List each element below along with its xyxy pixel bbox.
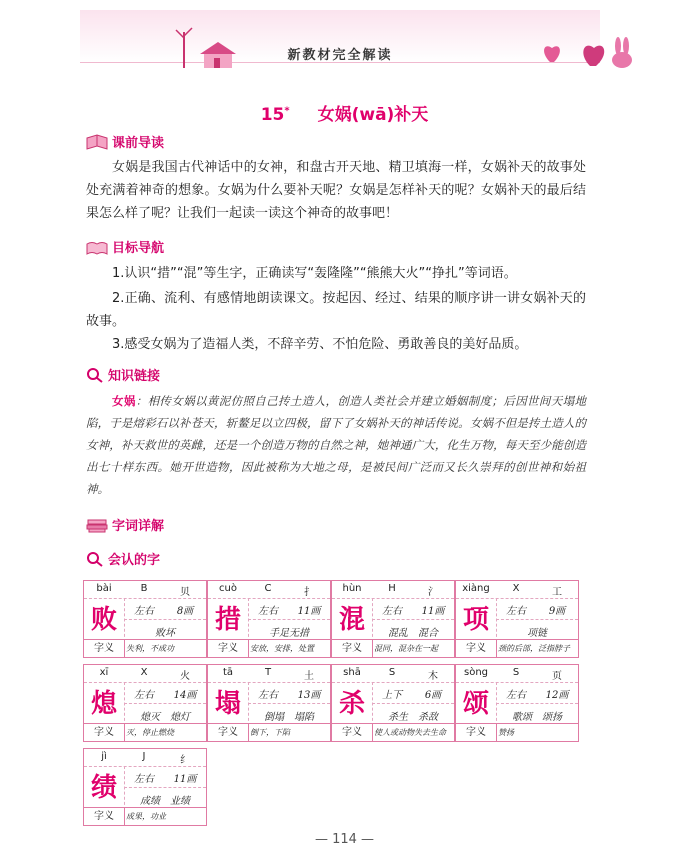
card-strokes: 9画 (548, 606, 566, 617)
card-strokes: 11画 (297, 606, 321, 617)
card-structure: 左右 (506, 690, 526, 701)
card-radical: 贝 (180, 587, 190, 598)
card-structure: 左右 (382, 606, 402, 617)
character-card (207, 580, 331, 658)
card-meaning-label: 字义 (84, 808, 125, 825)
card-radical: 纟 (180, 755, 190, 766)
card-meaning: 倒下，下陷 (250, 728, 290, 737)
book-icon (86, 134, 108, 150)
card-meaning: 失利，不成功 (126, 644, 174, 653)
knowledge-term: 女娲 (112, 394, 136, 408)
card-words: 倒塌 塌陷 (264, 712, 314, 723)
card-initial: S (388, 667, 396, 678)
card-initial: X (512, 583, 520, 594)
card-structure: 上下 (382, 690, 402, 701)
card-structure: 左右 (258, 606, 278, 617)
card-character: 塌 (208, 682, 249, 726)
card-character: 败 (84, 598, 125, 642)
card-initial: C (264, 583, 272, 594)
card-pinyin: hùn (342, 583, 362, 594)
character-card (455, 580, 579, 658)
header-banner (80, 10, 600, 63)
character-card (83, 748, 207, 826)
card-radical: 氵 (428, 587, 438, 598)
card-meaning: 赞扬 (498, 728, 514, 737)
card-strokes: 11画 (421, 606, 445, 617)
lesson-title (0, 100, 689, 125)
card-initial: S (512, 667, 520, 678)
card-initial: B (140, 583, 148, 594)
lesson-number: 15* (260, 105, 290, 125)
card-meaning: 成果，功业 (126, 812, 166, 821)
goal-item-2: 2.正确、流利、有感情地朗读课文。按起因、经过、结果的顺序讲一讲女娲补天的故事。 (86, 291, 586, 329)
book-title: 新教材完全解读 (287, 48, 393, 63)
card-character: 颂 (456, 682, 497, 726)
card-character: 熄 (84, 682, 125, 726)
card-pinyin: shā (343, 667, 361, 678)
card-structure: 左右 (258, 690, 278, 701)
character-card (331, 664, 455, 742)
card-strokes: 6画 (424, 690, 442, 701)
card-meaning: 安放，安排，处置 (250, 644, 314, 653)
character-card (83, 580, 207, 658)
character-card (83, 664, 207, 742)
card-character: 混 (332, 598, 373, 642)
preview-heading: 课前导读 (86, 132, 164, 152)
card-meaning-label: 字义 (332, 724, 373, 741)
card-initial: T (264, 667, 272, 678)
character-card (331, 580, 455, 658)
card-radical: 工 (552, 587, 562, 598)
vocab-heading: 字词详解 (86, 515, 164, 535)
card-pinyin: cuò (219, 583, 237, 594)
card-words: 败坏 (155, 628, 175, 639)
knowledge-heading: 知识链接 (86, 365, 160, 385)
card-strokes: 13画 (297, 690, 321, 701)
card-words: 成绩 业绩 (140, 796, 190, 807)
goal-item-1: 1.认识“措”“混”等生字，正确读写“轰隆隆”“熊熊大火”“挣扎”等词语。 (112, 266, 517, 281)
card-meaning-label: 字义 (84, 640, 125, 657)
card-strokes: 8画 (176, 606, 194, 617)
card-structure: 左右 (506, 606, 526, 617)
card-strokes: 11画 (173, 774, 197, 785)
card-character: 绩 (84, 766, 125, 810)
preview-text: 女娲是我国古代神话中的女神，和盘古开天地、精卫填海一样，女娲补天的故事处处充满着神奇的想象。女娲为什么要补天呢？女娲是怎样补天的呢？女娲补天的最后结果怎么样了呢？让我们一起读一读这个神奇的故事吧！ (86, 160, 586, 221)
card-meaning-label: 字义 (332, 640, 373, 657)
card-meaning-label: 字义 (84, 724, 125, 741)
card-structure: 左右 (134, 690, 154, 701)
vocab-subheading: 会认的字 (86, 549, 160, 569)
card-pinyin: bài (96, 583, 112, 594)
magnifier-icon (86, 367, 104, 383)
card-strokes: 12画 (545, 690, 569, 701)
card-radical: 扌 (304, 587, 314, 598)
card-words: 杀生 杀敌 (388, 712, 438, 723)
card-meaning-label: 字义 (456, 640, 497, 657)
card-meaning-label: 字义 (208, 724, 249, 741)
knowledge-text: 女娲：相传女娲以黄泥仿照自己抟土造人，创造人类社会并建立婚姻制度；后因世间天塌地陷，于是熔彩石以补苍天，斩鳌足以立四极，留下了女娲补天的神话传说。女娲不但是抟土造人的女神，补天救世的英雌，还是一个创造万物的自然之神，她神通广大，化生万物，每天至少能创造出七十样东西。她开世造物，因此被称为大地之母，是被民间广泛而又长久崇拜的创世神和始祖神。 (86, 394, 586, 496)
card-meaning-label: 字义 (208, 640, 249, 657)
card-meaning: 使人或动物失去生命 (374, 728, 446, 737)
card-initial: H (388, 583, 396, 594)
card-meaning: 灭，停止燃烧 (126, 728, 174, 737)
page-number: — 114 — (314, 832, 375, 847)
card-structure: 左右 (134, 774, 154, 785)
card-pinyin: jì (101, 751, 107, 762)
card-pinyin: sòng (463, 667, 488, 678)
goals-heading: 目标导航 (86, 237, 164, 257)
stacked-books-icon (86, 517, 108, 533)
card-initial: X (140, 667, 148, 678)
goal-item-3: 3.感受女娲为了造福人类，不辞辛劳、不怕危险、勇敢善良的美好品质。 (112, 337, 528, 352)
card-pinyin: xī (99, 667, 109, 678)
card-structure: 左右 (134, 606, 154, 617)
open-book-icon (86, 239, 108, 255)
magnifier-icon (86, 551, 104, 567)
character-card (455, 664, 579, 742)
card-character: 杀 (332, 682, 373, 726)
card-character: 项 (456, 598, 497, 642)
card-words: 手足无措 (269, 628, 309, 639)
card-radical: 木 (428, 671, 438, 682)
card-pinyin: xiàng (462, 583, 490, 594)
card-words: 歌颂 颂扬 (512, 712, 562, 723)
card-radical: 页 (552, 671, 562, 682)
card-words: 混乱 混合 (388, 628, 438, 639)
card-strokes: 14画 (173, 690, 197, 701)
lesson-name: 女娲(wā)补天 (317, 105, 429, 125)
card-meaning: 颈的后部，泛指脖子 (498, 644, 570, 653)
card-radical: 火 (180, 671, 190, 682)
card-initial: J (142, 751, 146, 762)
card-words: 项链 (527, 628, 547, 639)
card-character: 措 (208, 598, 249, 642)
character-card (207, 664, 331, 742)
card-radical: 土 (304, 671, 314, 682)
card-words: 熄灭 熄灯 (140, 712, 190, 723)
card-meaning: 混同，混杂在一起 (374, 644, 438, 653)
card-pinyin: tā (222, 667, 234, 678)
card-meaning-label: 字义 (456, 724, 497, 741)
